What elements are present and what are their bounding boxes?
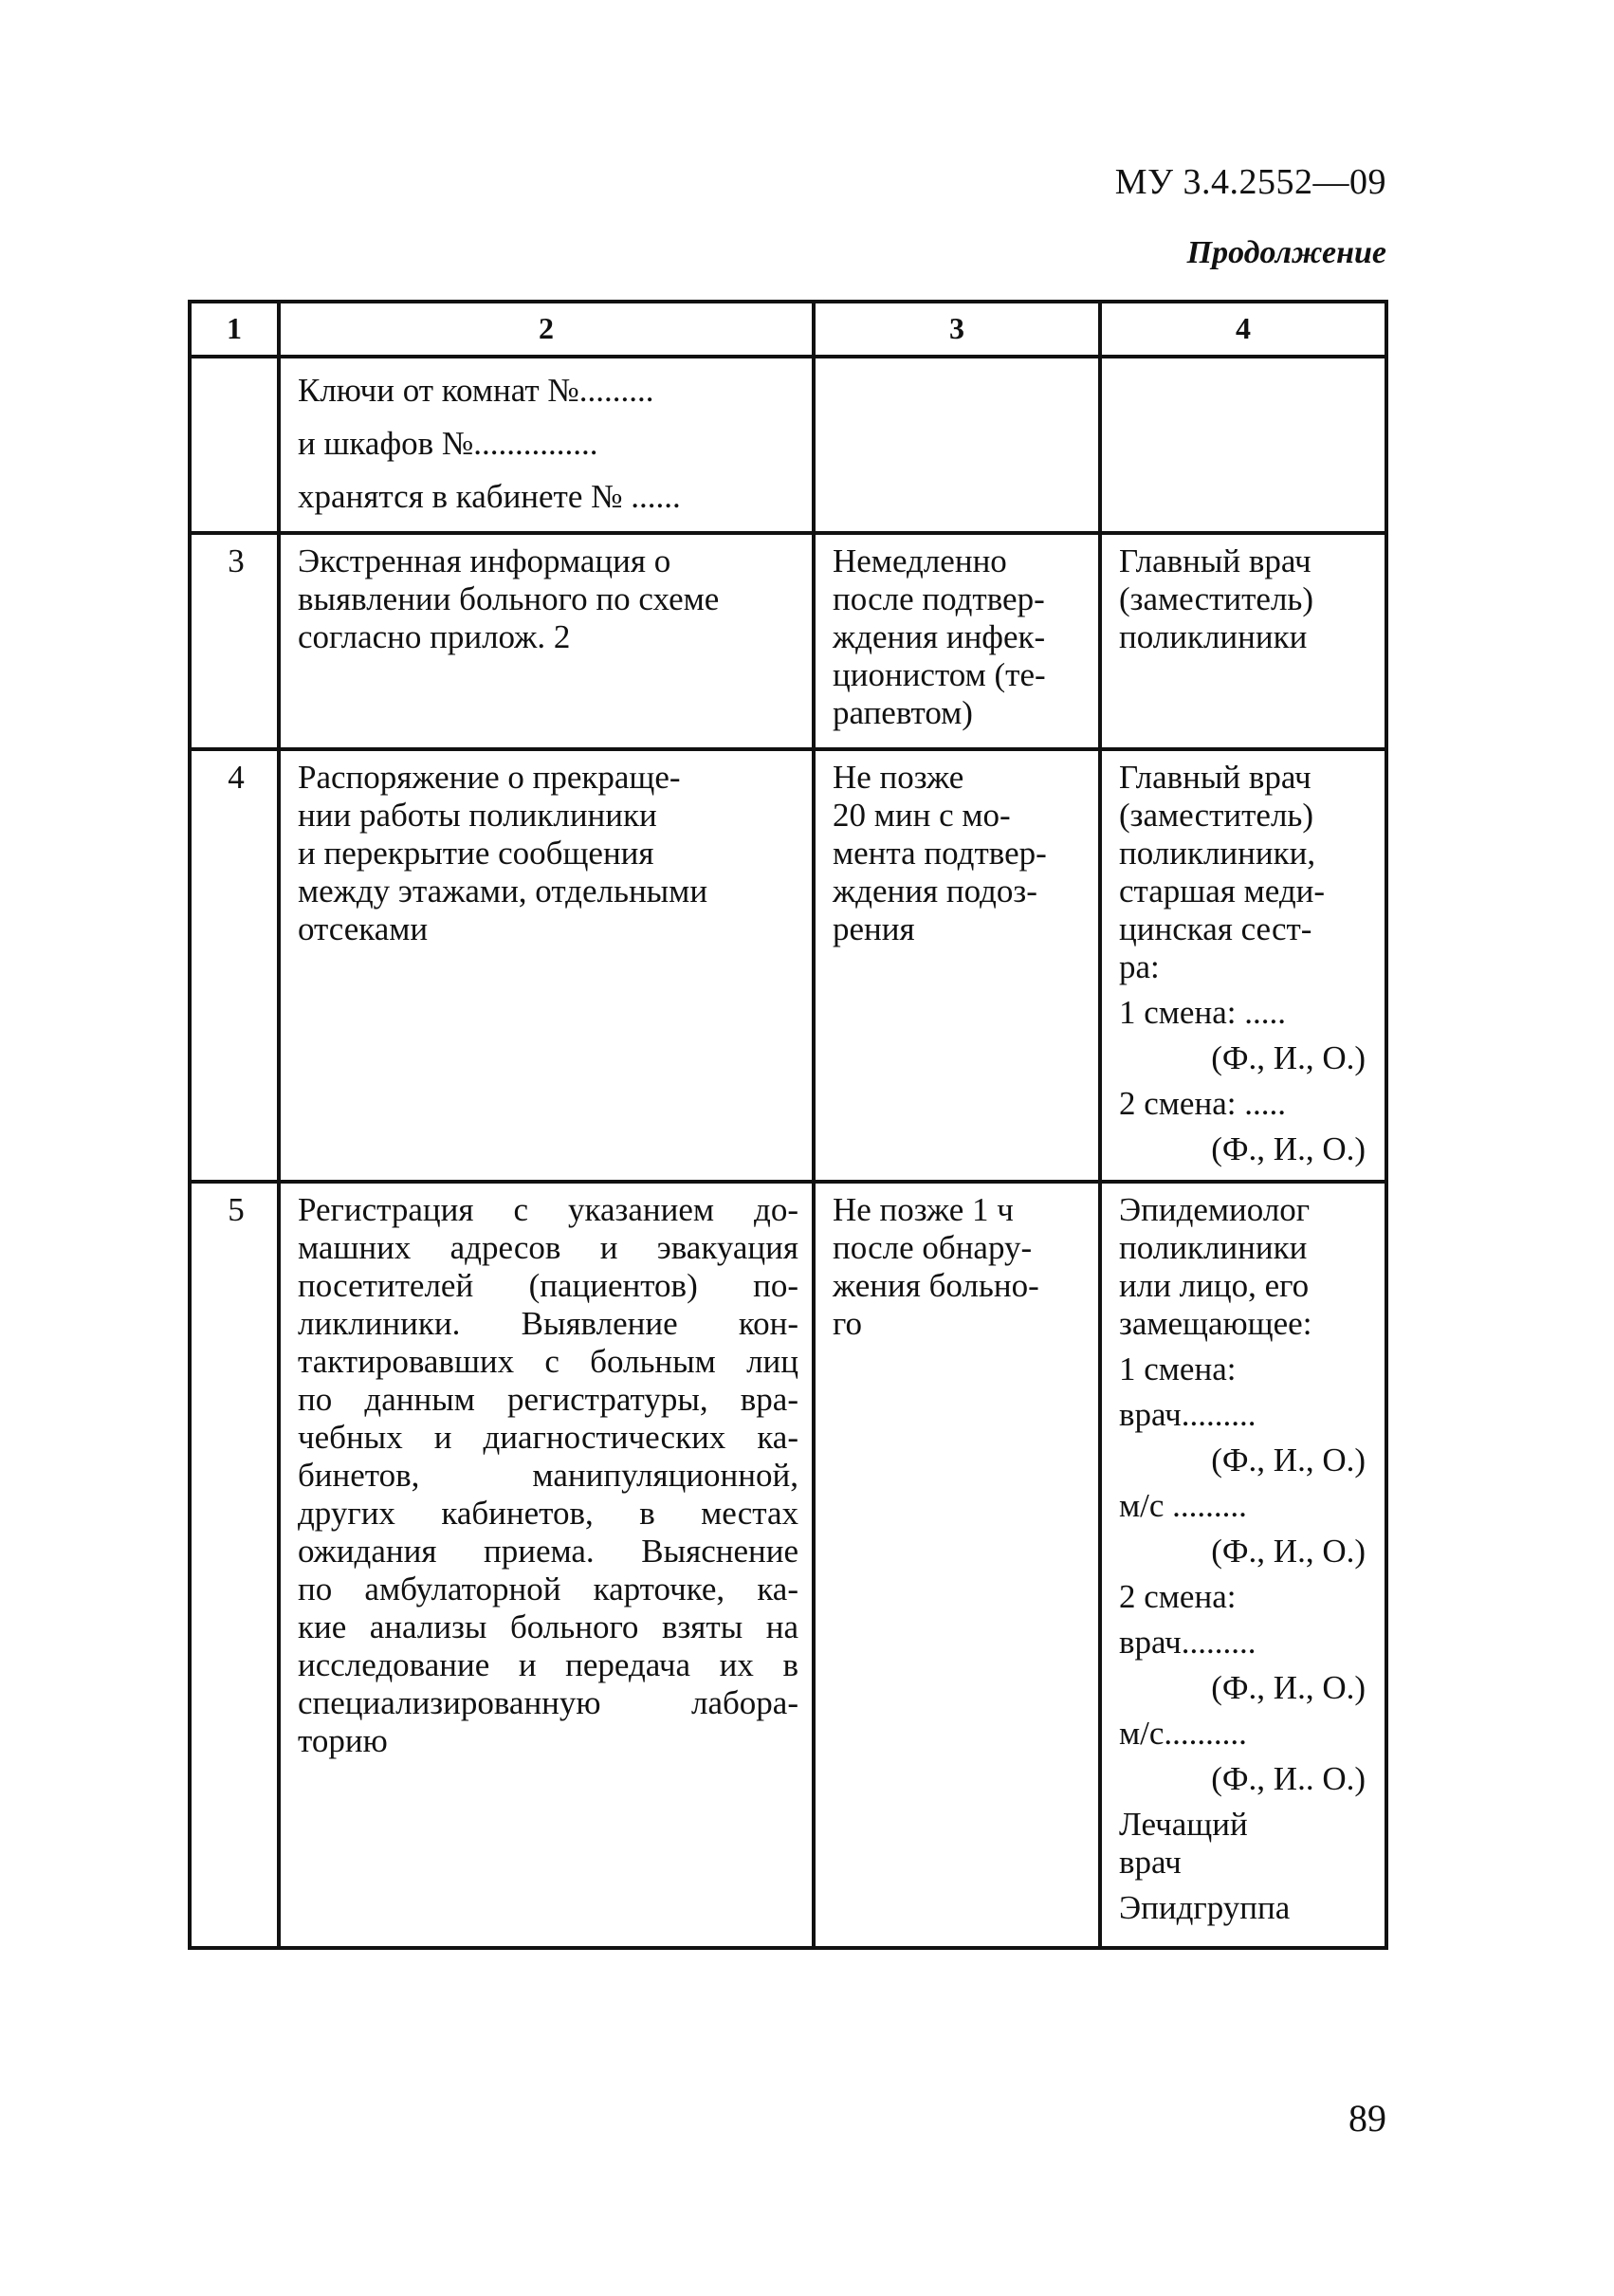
action-line: торию xyxy=(298,1722,388,1759)
term-line: жения больно- xyxy=(833,1267,1039,1304)
shift-line: 2 смена: ..... xyxy=(1119,1085,1286,1122)
term-line: рапевтом) xyxy=(833,694,973,731)
responsible-line: цинская сест- xyxy=(1119,910,1312,947)
responsible-line: поликлиники xyxy=(1119,618,1308,655)
responsible-line: или лицо, его xyxy=(1119,1267,1310,1304)
action-line: по данным регистратуры, вра- xyxy=(298,1381,798,1418)
term-line: мента подтвер- xyxy=(833,835,1047,872)
fio-placeholder: (Ф., И.. О.) xyxy=(1211,1760,1366,1797)
term-cell xyxy=(814,533,1100,749)
staff-line: врач......... xyxy=(1119,1396,1256,1433)
staff-line: м/с.......... xyxy=(1119,1715,1247,1752)
responsible-cell xyxy=(1100,533,1386,749)
action-line: Ключи от комнат №......... xyxy=(298,372,654,409)
action-line: исследование и передача их в xyxy=(298,1646,798,1683)
fio-placeholder: (Ф., И., О.) xyxy=(1211,1039,1366,1076)
table-row xyxy=(190,357,1386,533)
term-cell xyxy=(814,749,1100,1182)
row-number: 3 xyxy=(190,533,279,749)
table-row xyxy=(190,749,1386,1182)
shift-line: 2 смена: xyxy=(1119,1578,1237,1615)
procedures-table xyxy=(188,300,1388,1950)
action-line: кие анализы больного взяты на xyxy=(298,1608,798,1645)
column-header-4: 4 xyxy=(1100,302,1386,357)
term-line: Не позже 1 ч xyxy=(833,1191,1014,1228)
column-header-3: 3 xyxy=(814,302,1100,357)
term-cell xyxy=(814,357,1100,533)
staff-line: м/с ......... xyxy=(1119,1487,1247,1524)
page-number: 89 xyxy=(1348,2097,1386,2140)
term-line: ждения инфек- xyxy=(833,618,1046,655)
responsible-line: Эпидгруппа xyxy=(1119,1889,1291,1926)
document-code: МУ 3.4.2552—09 xyxy=(1114,162,1386,202)
action-line: отсеками xyxy=(298,910,429,947)
action-line: других кабинетов, в местах xyxy=(298,1495,798,1532)
action-cell xyxy=(279,533,814,749)
action-cell xyxy=(279,357,814,533)
responsible-cell xyxy=(1100,1182,1386,1948)
action-line: Регистрация с указанием до- xyxy=(298,1191,798,1228)
responsible-line: (заместитель) xyxy=(1119,797,1314,834)
fio-placeholder: (Ф., И., О.) xyxy=(1211,1442,1366,1479)
responsible-line: врач xyxy=(1119,1844,1182,1881)
action-line: ликлиники. Выявление кон- xyxy=(298,1305,798,1342)
action-line: ожидания приема. Выяснение xyxy=(298,1533,798,1570)
table-header-row xyxy=(190,302,1386,357)
responsible-line: ра: xyxy=(1119,948,1160,985)
fio-placeholder: (Ф., И., О.) xyxy=(1211,1130,1366,1167)
action-line: согласно прилож. 2 xyxy=(298,618,571,655)
fio-placeholder: (Ф., И., О.) xyxy=(1211,1669,1366,1706)
responsible-line: поликлиники xyxy=(1119,1229,1308,1266)
row-number: 4 xyxy=(190,749,279,1182)
table-row xyxy=(190,1182,1386,1948)
action-line: выявлении больного по схеме xyxy=(298,580,720,617)
responsible-line: Главный врач xyxy=(1119,759,1311,796)
action-line: по амбулаторной карточке, ка- xyxy=(298,1570,798,1607)
term-line: ждения подоз- xyxy=(833,872,1037,909)
responsible-cell xyxy=(1100,749,1386,1182)
term-line: Не позже xyxy=(833,759,964,796)
column-header-2: 2 xyxy=(279,302,814,357)
action-line: и перекрытие сообщения xyxy=(298,835,654,872)
responsible-line: поликлиники, xyxy=(1119,835,1316,872)
shift-line: 1 смена: xyxy=(1119,1350,1237,1387)
action-line: нии работы поликлиники xyxy=(298,797,657,834)
action-line: машних адресов и эвакуация xyxy=(298,1229,798,1266)
responsible-line: (заместитель) xyxy=(1119,580,1314,617)
action-cell xyxy=(279,749,814,1182)
action-line: посетителей (пациентов) по- xyxy=(298,1267,798,1304)
action-line: хранятся в кабинете № ...... xyxy=(298,478,681,515)
term-line: 20 мин с мо- xyxy=(833,797,1011,834)
action-line: тактировавших с больным лиц xyxy=(298,1343,798,1380)
fio-placeholder: (Ф., И., О.) xyxy=(1211,1533,1366,1570)
action-line: между этажами, отдельными xyxy=(298,872,708,909)
responsible-line: Главный врач xyxy=(1119,542,1311,579)
responsible-line: Лечащий xyxy=(1119,1806,1248,1843)
action-line: специализированную лабора- xyxy=(298,1684,798,1721)
responsible-line: Эпидемиолог xyxy=(1119,1191,1311,1228)
continuation-label: Продолжение xyxy=(1186,235,1386,270)
action-line: чебных и диагностических ка- xyxy=(298,1419,798,1456)
action-line: и шкафов №............... xyxy=(298,425,598,462)
action-cell xyxy=(279,1182,814,1948)
action-line: Экстренная информация о xyxy=(298,542,671,579)
column-header-1: 1 xyxy=(190,302,279,357)
term-line: рения xyxy=(833,910,915,947)
term-line: ционистом (те- xyxy=(833,656,1046,693)
table-row xyxy=(190,533,1386,749)
term-line: после обнару- xyxy=(833,1229,1033,1266)
action-line: бинетов, манипуляционной, xyxy=(298,1457,798,1494)
responsible-line: замещающее: xyxy=(1119,1305,1312,1342)
term-line: после подтвер- xyxy=(833,580,1045,617)
shift-line: 1 смена: ..... xyxy=(1119,994,1286,1031)
term-line: Немедленно xyxy=(833,542,1007,579)
row-number: 5 xyxy=(190,1182,279,1948)
staff-line: врач......... xyxy=(1119,1624,1256,1661)
responsible-cell xyxy=(1100,357,1386,533)
action-line: Распоряжение о прекраще- xyxy=(298,759,681,796)
term-cell xyxy=(814,1182,1100,1948)
row-number xyxy=(190,357,279,533)
responsible-line: старшая меди- xyxy=(1119,872,1326,909)
term-line: го xyxy=(833,1305,862,1342)
